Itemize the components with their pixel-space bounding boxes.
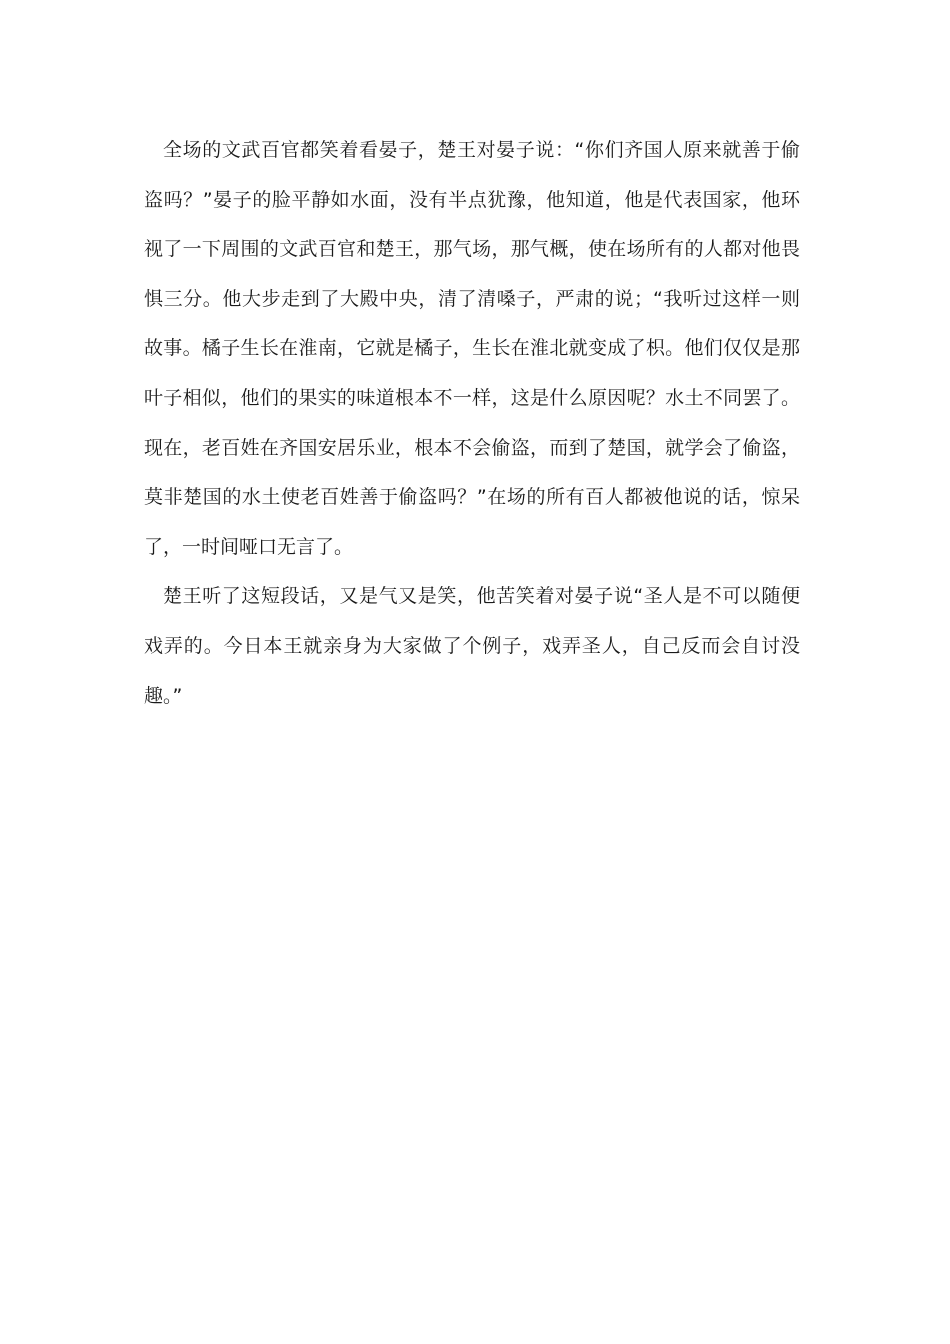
paragraph-line: 戏弄的。今日本王就亲身为大家做了个例子，戏弄圣人，自己反而会自讨没 [144,634,800,657]
paragraph-line: 楚王听了这短段话，又是气又是笑，他苦笑着对晏子说“圣人是不可以随便 [163,585,800,608]
paragraph-1 [144,126,800,572]
paragraph-line: 故事。橘子生长在淮南，它就是橘子，生长在淮北就变成了枳。他们仅仅是那 [144,337,800,360]
paragraph-line: 惧三分。他大步走到了大殿中央，清了清嗓子，严肃的说；“我听过这样一则 [144,287,800,310]
paragraph-2 [144,572,800,721]
paragraph-line: 叶子相似，他们的果实的味道根本不一样，这是什么原因呢？水土不同罢了。 [144,386,800,409]
paragraph-line: 盗吗？”晏子的脸平静如水面，没有半点犹豫，他知道，他是代表国家，他环 [144,188,800,211]
paragraph-line: 视了一下周围的文武百官和楚王，那气场，那气概，使在场所有的人都对他畏 [144,238,800,261]
paragraph-line: 了，一时间哑口无言了。 [144,535,354,558]
document-body [144,126,800,721]
paragraph-line: 莫非楚国的水土使老百姓善于偷盗吗？”在场的所有百人都被他说的话，惊呆 [144,486,800,509]
paragraph-line: 全场的文武百官都笑着看晏子，楚王对晏子说：“你们齐国人原来就善于偷 [163,139,800,161]
paragraph-line: 趣。” [144,684,183,707]
paragraph-line: 现在，老百姓在齐国安居乐业，根本不会偷盗，而到了楚国，就学会了偷盗， [144,436,800,459]
